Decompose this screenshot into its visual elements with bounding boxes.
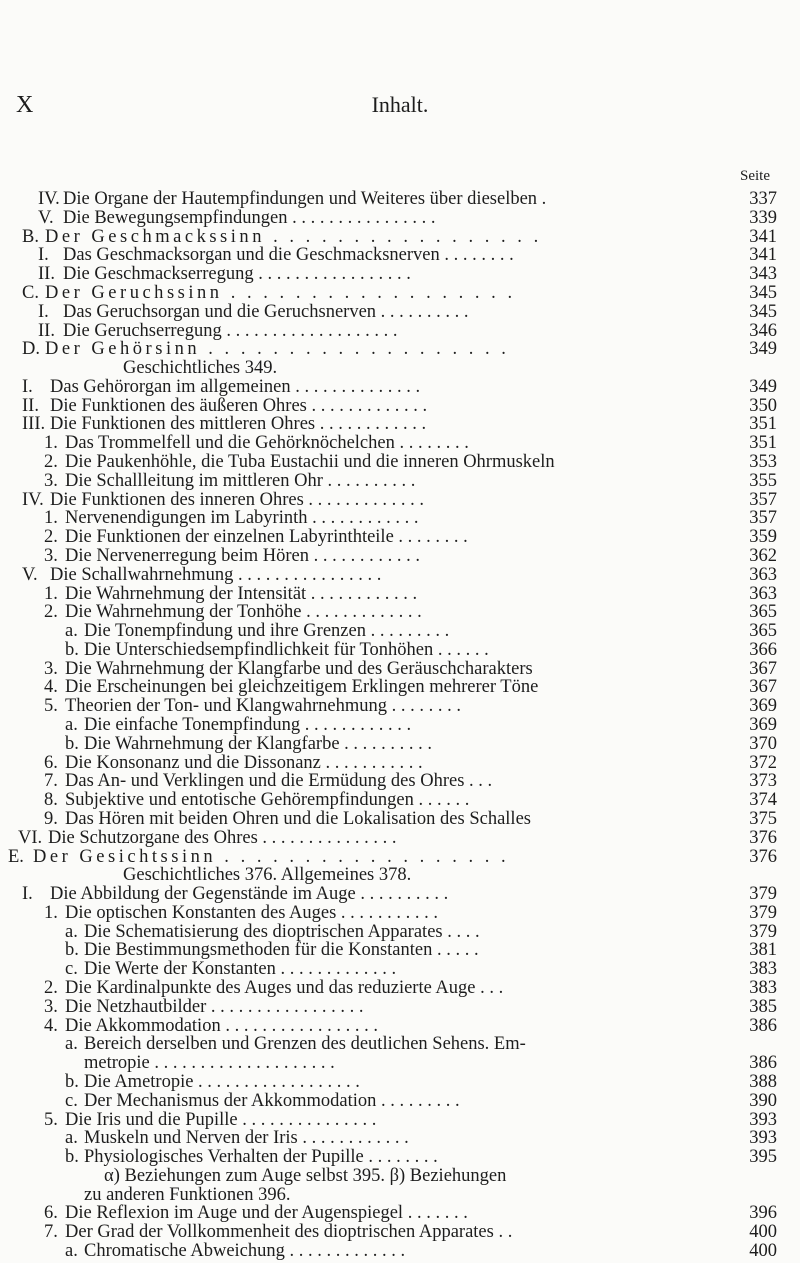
toc-entry-number: 8. [44, 790, 58, 811]
toc-entry-title: Die Netzhautbilder . . . . . . . . . . . . . . . . . [65, 996, 364, 1017]
toc-entry-page: 379 [749, 902, 777, 923]
toc-entry-page: 376 [749, 827, 777, 848]
toc-entry-number: a. [65, 921, 78, 942]
toc-entry-number: I. [38, 301, 49, 322]
toc-entry-title: Subjektive und entotische Gehörempfindungen . . . . . . [65, 790, 470, 811]
toc-entry-page: 386 [749, 1053, 777, 1074]
toc-entry-title: Der Geruchssinn . . . . . . . . . . . . . . . . . . [45, 282, 516, 303]
toc-entry-title: Die Schallwahrnehmung . . . . . . . . . . . . . . . . [50, 564, 382, 585]
toc-entry-page: 367 [749, 677, 777, 698]
toc-entry-page: 357 [749, 508, 777, 529]
toc-entry-number: B. [22, 226, 39, 247]
page-column-label: Seite [740, 168, 770, 184]
toc-entry-page: 386 [749, 1015, 777, 1036]
toc-entry-page: 365 [749, 602, 777, 623]
toc-entry-number: 5. [44, 696, 58, 717]
toc-entry-number: 5. [44, 1109, 58, 1130]
toc-entry-page: 341 [749, 226, 777, 247]
toc-entry-title: Die Wahrnehmung der Tonhöhe . . . . . . . . . . . . . [65, 602, 422, 623]
toc-entry-number: 3. [44, 470, 58, 491]
toc-entry-number: b. [65, 1071, 79, 1092]
toc-entry-title: Die Funktionen des mittleren Ohres . . . . . . . . . . . . [50, 414, 427, 435]
toc-entry-title: Chromatische Abweichung . . . . . . . . . . . . . [84, 1241, 406, 1261]
toc-entry-title: Die Akkommodation . . . . . . . . . . . . . . . . . [65, 1015, 378, 1036]
toc-entry-title: Der Mechanismus der Akkommodation . . . . . . . . . [84, 1090, 460, 1111]
toc-entry-number: 3. [44, 545, 58, 566]
toc-entry-page: 339 [749, 207, 777, 228]
toc-entry-number: 7. [44, 771, 58, 792]
toc-entry-page: 366 [749, 639, 777, 660]
toc-entry-page: 395 [749, 1147, 777, 1168]
toc-entry-page: 393 [749, 1109, 777, 1130]
toc-entry-title: Die Abbildung der Gegenstände im Auge . . . . . . . . . . [50, 884, 449, 905]
toc-entry-page: 355 [749, 470, 777, 491]
toc-entry-title: Das Geruchsorgan und die Geruchsnerven . . . . . . . . . . [63, 301, 469, 322]
toc-entry-number: 7. [44, 1222, 58, 1243]
toc-entry-title: Die Bestimmungsmethoden für die Konstanten . . . . . [84, 940, 479, 961]
toc-entry-number: 1. [44, 508, 58, 529]
toc-entry-page: 357 [749, 489, 777, 510]
toc-entry-page: 363 [749, 583, 777, 604]
toc-entry-title: Die Wahrnehmung der Klangfarbe . . . . . . . . . . [84, 733, 433, 754]
toc-entry-number: II. [38, 320, 55, 341]
toc-entry-number: E. [8, 846, 24, 867]
toc-entry-number: a. [65, 621, 78, 642]
running-head: Inhalt. [371, 92, 429, 117]
toc-entry-page: 372 [749, 752, 777, 773]
toc-entry-page: 367 [749, 658, 777, 679]
toc-entry-page: 345 [749, 282, 777, 303]
toc-entry-title: Das Geschmacksorgan und die Geschmacksnerven . . . . . . . . [63, 245, 514, 266]
toc-entry-number: 1. [44, 902, 58, 923]
toc-entry-number: 1. [44, 433, 58, 454]
toc-entry-page: 393 [749, 1128, 777, 1149]
toc-entry-title: Die Wahrnehmung der Klangfarbe und des Geräuschcharakters [65, 658, 533, 679]
toc-entry-title: Die Funktionen der einzelnen Labyrinthteile . . . . . . . . [65, 527, 468, 548]
toc-entry-title: zu anderen Funktionen 396. [84, 1184, 291, 1205]
toc-entry-page: 396 [749, 1203, 777, 1224]
toc-entry-number: 4. [44, 1015, 58, 1036]
toc-entry-title: Die einfache Tonempfindung . . . . . . . . . . . . [84, 715, 412, 735]
toc-entry-title: Die Unterschiedsempfindlichkeit für Tonhöhen . . . . . . [84, 639, 489, 660]
toc-entry-title: Die Ametropie . . . . . . . . . . . . . . . . . . [84, 1071, 360, 1092]
toc-entry-page: 337 [749, 189, 777, 209]
toc-entry-page: 385 [749, 996, 777, 1017]
toc-entry-number: II. [38, 264, 55, 285]
toc-entry-number: II. [22, 395, 39, 416]
toc-entry-title: Die Geruchserregung . . . . . . . . . . . . . . . . . . . [63, 320, 398, 341]
toc-entry-title: Das Trommelfell und die Gehörknöchelchen . . . . . . . . [65, 433, 469, 454]
toc-entry-number: I. [22, 376, 33, 397]
toc-entry-number: 1. [44, 583, 58, 604]
toc-entry-title: Der Geschmackssinn . . . . . . . . . . . . . . . . . [45, 226, 542, 247]
toc-entry-number: IV. [38, 189, 60, 209]
toc-entry-page: 374 [749, 790, 777, 811]
toc-entry-page: 343 [749, 264, 777, 285]
toc-entry-number: IV. [22, 489, 44, 510]
folio: X [16, 92, 34, 118]
toc-entry-page: 341 [749, 245, 777, 266]
toc-entry-page: 346 [749, 320, 777, 341]
toc-entry-title: Die Paukenhöhle, die Tuba Eustachii und die inneren Ohrmuskeln [65, 452, 555, 472]
toc-entry-title: Die Werte der Konstanten . . . . . . . . . . . . . [84, 959, 397, 980]
toc-entry-number: 2. [44, 978, 58, 998]
toc-entry-page: 400 [749, 1222, 777, 1243]
toc-entry-title: Der Gehörsinn . . . . . . . . . . . . . . . . . . . [45, 339, 510, 360]
toc-entry-number: 2. [44, 527, 58, 548]
toc-entry-title: Die Schematisierung des dioptrischen Apparates . . . . [84, 921, 480, 942]
toc-entry-title: Der Grad der Vollkommenheit des dioptrischen Apparates . . [65, 1222, 513, 1243]
toc-entry-number: 2. [44, 452, 58, 472]
toc-entry-page: 349 [749, 339, 777, 360]
toc-entry-page: 388 [749, 1071, 777, 1092]
toc-entry-page: 350 [749, 395, 777, 416]
toc-entry-page: 400 [749, 1241, 777, 1261]
toc-entry-number: b. [65, 940, 79, 961]
toc-entry-title: Die Geschmackserregung . . . . . . . . . . . . . . . . . [63, 264, 411, 285]
toc-entry-number: D. [22, 339, 40, 360]
toc-entry-number: 2. [44, 602, 58, 623]
toc-entry-page: 375 [749, 808, 777, 829]
toc-entry-number: 6. [44, 752, 58, 773]
toc-entry-page: 370 [749, 733, 777, 754]
toc-entry-number: 3. [44, 996, 58, 1017]
toc-entry-number: b. [65, 733, 79, 754]
toc-entry-page: 373 [749, 771, 777, 792]
toc-entry-title: Die Funktionen des inneren Ohres . . . . . . . . . . . . . [50, 489, 425, 510]
toc-entry-number: a. [65, 1034, 78, 1055]
toc-entry-title: Nervenendigungen im Labyrinth . . . . . . . . . . . . [65, 508, 419, 529]
toc-entry-page: 351 [749, 433, 777, 454]
toc-entry-number: 9. [44, 808, 58, 829]
toc-entry-title: α) Beziehungen zum Auge selbst 395. β) Beziehungen [104, 1165, 507, 1186]
toc-entry-title: Das Gehörorgan im allgemeinen . . . . . . . . . . . . . . [50, 376, 421, 397]
toc-entry-title: Physiologisches Verhalten der Pupille . . . . . . . . [84, 1147, 438, 1168]
toc-entry-page: 381 [749, 940, 777, 961]
toc-entry-title: Die Tonempfindung und ihre Grenzen . . . . . . . . . [84, 621, 450, 642]
toc-entry-title: Die Reflexion im Auge und der Augenspiegel . . . . . . . [65, 1203, 468, 1224]
toc-entry-title: Die Schallleitung im mittleren Ohr . . . . . . . . . . [65, 470, 416, 491]
toc-entry-page: 383 [749, 959, 777, 980]
toc-entry-title: Muskeln und Nerven der Iris . . . . . . . . . . . . [84, 1128, 409, 1149]
toc-entry-title: Das Hören mit beiden Ohren und die Lokalisation des Schalles [65, 808, 531, 829]
toc-entry-number: I. [22, 884, 33, 905]
toc-entry-page: 369 [749, 696, 777, 717]
toc-entry-page: 363 [749, 564, 777, 585]
toc-entry-title: Die Bewegungsempfindungen . . . . . . . . . . . . . . . . [63, 207, 436, 228]
toc-entry-title: Theorien der Ton- und Klangwahrnehmung . . . . . . . . [65, 696, 462, 717]
toc-entry-number: I. [38, 245, 49, 266]
toc-entry-page: 345 [749, 301, 777, 322]
toc-entry-page: 365 [749, 621, 777, 642]
toc-entry-page: 376 [749, 846, 777, 867]
toc-entry-number: a. [65, 715, 78, 735]
toc-entry-page: 359 [749, 527, 777, 548]
toc-entry-number: 3. [44, 658, 58, 679]
toc-entry-number: VI. [18, 827, 43, 848]
toc-entry-title: Der Gesichtssinn . . . . . . . . . . . . . . . . . . [33, 846, 510, 867]
toc-entry-number: b. [65, 1147, 79, 1168]
toc-entry-title: Die Kardinalpunkte des Auges und das reduzierte Auge . . . [65, 978, 504, 998]
toc-entry-number: a. [65, 1128, 78, 1149]
toc-entry-page: 349 [749, 376, 777, 397]
toc-entry-page: 353 [749, 452, 777, 472]
toc-entry-title: Geschichtliches 349. [123, 358, 278, 379]
toc-entry-number: b. [65, 639, 79, 660]
toc-entry-number: 4. [44, 677, 58, 698]
toc-entry-title: Die Erscheinungen bei gleichzeitigem Erklingen mehrerer Töne [65, 677, 539, 698]
toc-entry-page: 379 [749, 884, 777, 905]
toc-entry-number: V. [22, 564, 38, 585]
toc-entry-title: Die Organe der Hautempfindungen und Weiteres über dieselben . [63, 189, 547, 209]
toc-entry-title: Das An- und Verklingen und die Ermüdung des Ohres . . . [65, 771, 493, 792]
toc-entry [0, 1240, 800, 1262]
toc-entry-number: a. [65, 1241, 78, 1261]
toc-entry-page: 351 [749, 414, 777, 435]
toc-entry-title: Bereich derselben und Grenzen des deutlichen Sehens. Em- [84, 1034, 526, 1055]
toc-entry-number: III. [22, 414, 46, 435]
toc-entry-page: 383 [749, 978, 777, 998]
toc-entry-title: Die Nervenerregung beim Hören . . . . . . . . . . . . [65, 545, 420, 566]
toc-entry-number: c. [65, 959, 78, 980]
toc-entry-title: Die Funktionen des äußeren Ohres . . . . . . . . . . . . . [50, 395, 428, 416]
toc-entry-title: Die Konsonanz und die Dissonanz . . . . . . . . . . . [65, 752, 423, 773]
toc-entry-page: 390 [749, 1090, 777, 1111]
toc-entry-title: Geschichtliches 376. Allgemeines 378. [123, 865, 412, 886]
toc-entry-number: c. [65, 1090, 78, 1111]
toc-entry-page: 379 [749, 921, 777, 942]
toc-entry-title: Die optischen Konstanten des Auges . . . . . . . . . . . [65, 902, 439, 923]
toc-entry-number: C. [22, 282, 39, 303]
toc-entry-page: 369 [749, 715, 777, 735]
toc-entry-title: Die Wahrnehmung der Intensität . . . . . . . . . . . . [65, 583, 418, 604]
toc-entry-number: 6. [44, 1203, 58, 1224]
toc-entry-title: Die Schutzorgane des Ohres . . . . . . . . . . . . . . . [48, 827, 397, 848]
toc-entry-page: 362 [749, 545, 777, 566]
toc-entry-number: V. [38, 207, 54, 228]
toc-entry-title: metropie . . . . . . . . . . . . . . . . . . . . [84, 1053, 335, 1074]
toc-entry-title: Die Iris und die Pupille . . . . . . . . . . . . . . . [65, 1109, 377, 1130]
